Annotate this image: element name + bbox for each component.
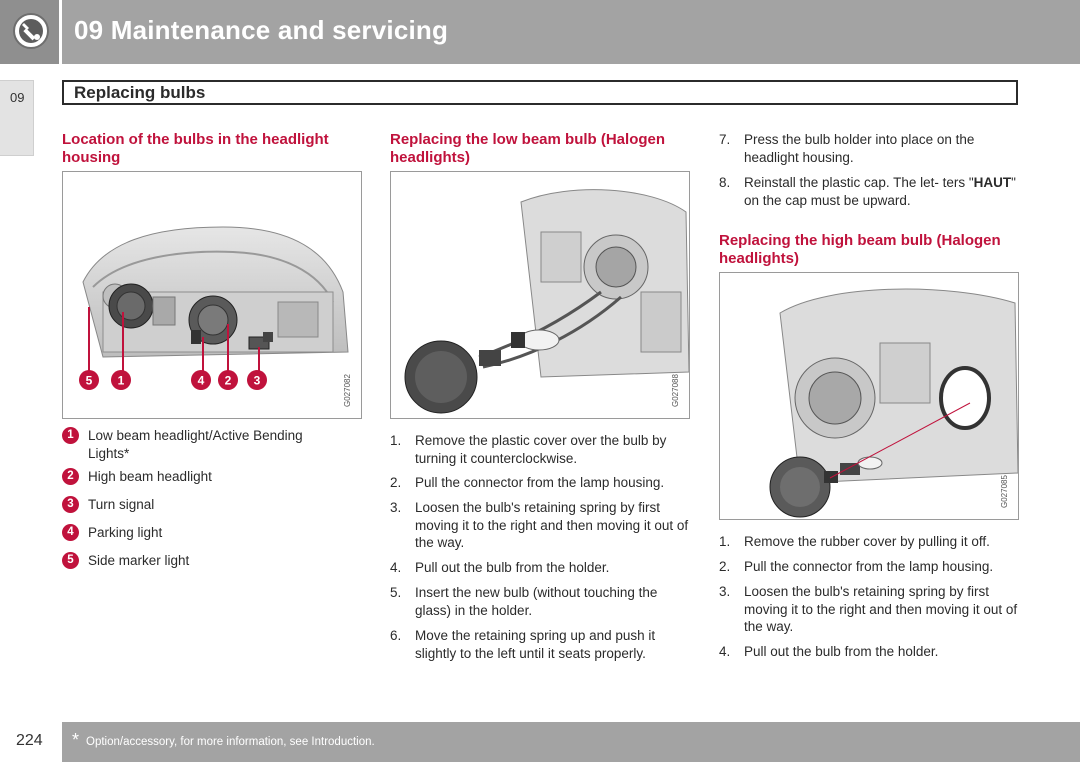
step-text: Loosen the bulb's retaining spring by first moving it to the right and then moving it out of the way.: [744, 584, 1018, 634]
figure-code-1: G027082: [343, 374, 352, 407]
page-number: 224: [16, 732, 43, 749]
marker-5: [79, 370, 99, 390]
low-beam-figure: [390, 171, 690, 419]
low-beam-step-8: [719, 174, 1019, 210]
step-text: Pull out the bulb from the holder.: [415, 560, 610, 575]
step-text-bold: HAUT: [973, 175, 1012, 190]
headlight-housing-figure: [62, 171, 362, 419]
page-footer: [0, 722, 1080, 762]
step-number: 2.: [719, 559, 731, 574]
chapter-icon-box: [0, 0, 62, 64]
step-text: Remove the rubber cover by pulling it off.: [744, 534, 990, 549]
svg-text:3: 3: [253, 373, 261, 388]
step-text: Remove the plastic cover over the bulb by turning it counterclockwise.: [415, 433, 667, 466]
step-text: Pull the connector from the lamp housing.: [744, 559, 994, 574]
low-beam-illustration: [391, 172, 690, 419]
legend-item-1: [62, 427, 362, 463]
high-beam-step-1: [719, 533, 1024, 551]
chapter-header: [0, 0, 1080, 64]
page-number-box: [0, 722, 62, 762]
chapter-title: 09 Maintenance and servicing: [74, 15, 449, 45]
wrench-icon: [12, 12, 50, 50]
high-beam-heading: Replacing the high beam bulb (Halogen headlights): [719, 232, 1001, 267]
step-text: Loosen the bulb's retaining spring by first moving it to the right and then moving it out of the way.: [415, 500, 689, 550]
low-beam-step-3: [390, 499, 695, 553]
legend-item-2: [62, 468, 362, 486]
footnote-star: *: [72, 730, 80, 750]
step-number: 7.: [719, 132, 731, 147]
legend-item-5: [62, 552, 362, 570]
step-text-part: Reinstall the plastic cap. The let- ters ": [744, 175, 974, 190]
step-number: 3.: [719, 584, 731, 599]
footnote-text: Option/accessory, for more information, see Introduction.: [86, 736, 375, 748]
legend-item-3: [62, 496, 362, 514]
legend-number-3: 3: [62, 496, 79, 513]
bulb-location-heading: Location of the bulbs in the headlight housing: [62, 131, 329, 166]
low-beam-step-4: [390, 559, 695, 577]
legend-text-3: Turn signal: [88, 497, 155, 512]
headlight-housing-illustration: [63, 172, 362, 419]
low-beam-step-2: [390, 474, 695, 492]
legend-text-1: Low beam headlight/Active Bending Lights*: [88, 428, 303, 461]
section-title: Replacing bulbs: [74, 83, 206, 102]
legend-number-4: 4: [62, 524, 79, 541]
high-beam-step-3: [719, 583, 1024, 637]
legend-number-2: 2: [62, 468, 79, 485]
step-number: 5.: [390, 585, 402, 600]
legend-number-5: 5: [62, 552, 79, 569]
step-text: Pull the connector from the lamp housing.: [415, 475, 665, 490]
svg-text:4: 4: [197, 373, 205, 388]
marker-2: [218, 370, 238, 390]
legend-text-5: Side marker light: [88, 553, 190, 568]
chapter-tab: [0, 80, 34, 156]
step-number: 1.: [719, 534, 731, 549]
svg-text:2: 2: [224, 373, 232, 388]
step-text-part: " on the cap must be upward.: [744, 175, 1016, 208]
low-beam-step-5: [390, 584, 695, 620]
step-number: 4.: [390, 560, 402, 575]
figure-code-3: G027085: [1000, 475, 1009, 508]
step-number: 8.: [719, 175, 731, 190]
low-beam-step-6: [390, 627, 695, 663]
legend-number-1: 1: [62, 427, 79, 444]
section-title-box: [62, 80, 1018, 105]
marker-1: [111, 370, 131, 390]
chapter-tab-label: 09: [10, 90, 25, 105]
low-beam-step-7: [719, 131, 1019, 167]
step-number: 1.: [390, 433, 402, 448]
step-number: 2.: [390, 475, 402, 490]
step-text: Pull out the bulb from the holder.: [744, 644, 939, 659]
marker-4: [191, 370, 211, 390]
step-text: [744, 174, 1019, 209]
svg-text:1: 1: [117, 373, 125, 388]
figure-code-2: G027088: [671, 374, 680, 407]
low-beam-heading: Replacing the low beam bulb (Halogen headlights): [390, 131, 666, 166]
high-beam-figure: [719, 272, 1019, 520]
marker-3: [247, 370, 267, 390]
high-beam-illustration: [720, 273, 1019, 520]
svg-text:5: 5: [85, 373, 93, 388]
legend-item-4: [62, 524, 362, 542]
step-number: 3.: [390, 500, 402, 515]
step-text: Press the bulb holder into place on the headlight housing.: [744, 132, 975, 165]
legend-text-4: Parking light: [88, 525, 163, 540]
step-number: 4.: [719, 644, 731, 659]
high-beam-step-2: [719, 558, 1024, 576]
low-beam-step-1: [390, 432, 695, 468]
high-beam-step-4: [719, 643, 1024, 661]
step-text: Insert the new bulb (without touching the glass) in the holder.: [415, 585, 658, 618]
step-text: Move the retaining spring up and push it slightly to the left until it seats properly.: [415, 628, 656, 661]
legend-text-2: High beam headlight: [88, 469, 212, 484]
step-number: 6.: [390, 628, 402, 643]
